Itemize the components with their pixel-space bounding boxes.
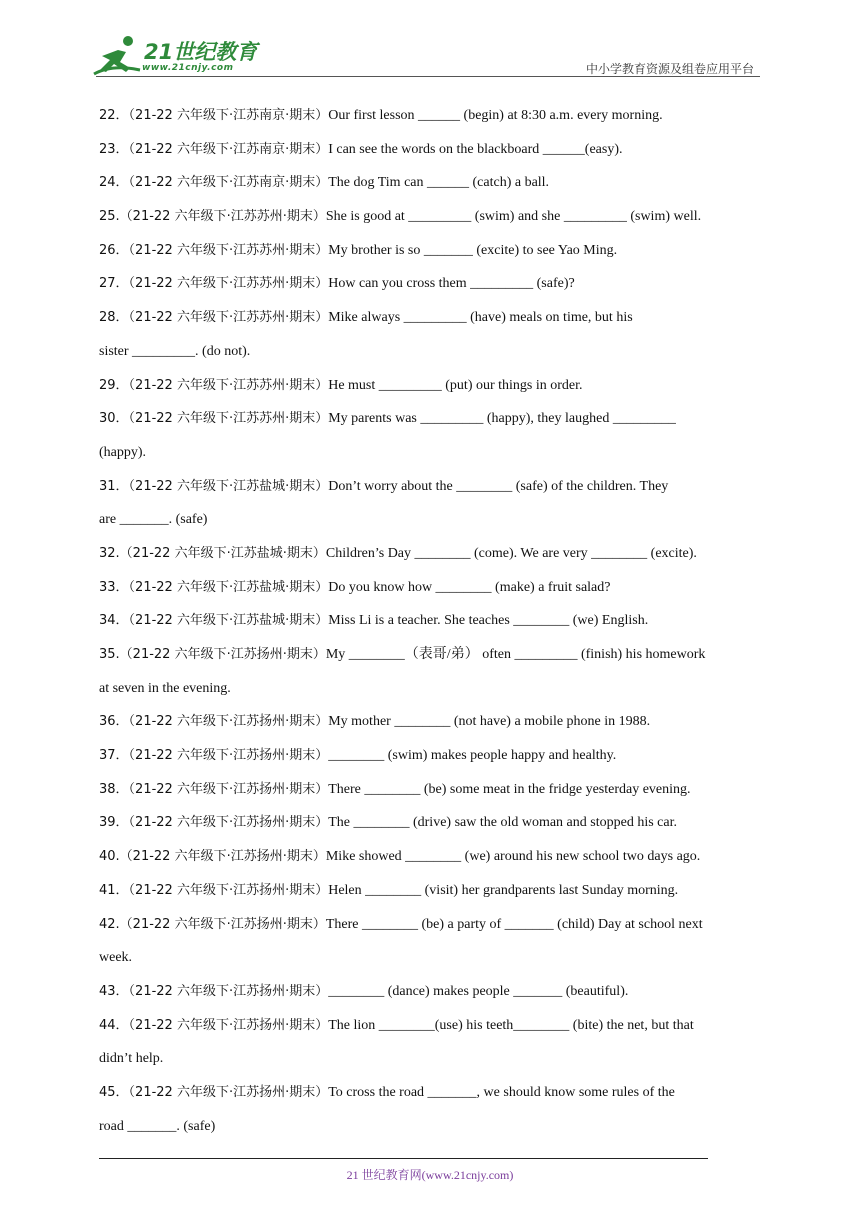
question-line — [99, 574, 762, 608]
question-text: My mother ________ (not have) a mobile phone in 1988. — [328, 714, 651, 730]
question-source: 35.（21-22 六年级下·江苏扬州·期末） — [99, 647, 326, 662]
question-line — [99, 978, 762, 1012]
question-text: My brother is so _______ (excite) to see Yao Ming. — [328, 242, 618, 258]
question-text: road _______. (safe) — [99, 1118, 216, 1134]
question-line — [99, 877, 762, 911]
question-line — [99, 372, 762, 406]
question-line — [99, 607, 762, 641]
question-list — [99, 102, 762, 1146]
question-line — [99, 641, 762, 675]
question-line — [99, 473, 762, 507]
question-continuation-line — [99, 506, 762, 540]
question-text: My ________（表哥/弟） often _________ (finish) his homework — [325, 647, 706, 662]
question-text: didn’t help. — [99, 1051, 164, 1067]
question-text: Do you know how ________ (make) a fruit salad? — [328, 579, 611, 595]
question-source: 42.（21-22 六年级下·江苏扬州·期末） — [99, 916, 326, 932]
question-line — [99, 169, 762, 203]
question-line — [99, 237, 762, 271]
question-text: Miss Li is a teacher. She teaches ________ (we) English. — [328, 613, 649, 629]
question-source: 27．（21-22 六年级下·江苏苏州·期末） — [99, 276, 329, 292]
question-line — [99, 843, 762, 877]
question-text: How can you cross them _________ (safe)? — [328, 276, 575, 292]
question-line — [99, 540, 762, 574]
question-source: 28．（21-22 六年级下·江苏苏州·期末） — [99, 310, 329, 326]
footer-divider — [99, 1158, 708, 1159]
question-source: 30．（21-22 六年级下·江苏苏州·期末） — [99, 411, 329, 427]
question-line — [99, 203, 762, 237]
question-text: Our first lesson ______ (begin) at 8:30 a.m. every morning. — [328, 108, 663, 123]
question-text: Mike showed ________ (we) around his new school two days ago. — [325, 849, 701, 865]
question-line — [99, 102, 762, 136]
question-line — [99, 136, 762, 170]
question-text: Children’s Day ________ (come). We are very ________ (excite). — [325, 545, 697, 561]
question-line — [99, 776, 762, 810]
question-line — [99, 304, 762, 338]
question-text: He must _________ (put) our things in order. — [328, 377, 583, 393]
header-divider — [96, 76, 760, 77]
question-continuation-line — [99, 338, 762, 372]
question-line — [99, 708, 762, 742]
question-source: 32.（21-22 六年级下·江苏盐城·期末） — [99, 545, 326, 561]
question-source: 24．（21-22 六年级下·江苏南京·期末） — [99, 175, 329, 191]
question-text: There ________ (be) some meat in the fridge yesterday evening. — [328, 781, 691, 797]
question-text: week. — [99, 950, 133, 966]
question-text: (happy). — [99, 444, 147, 460]
question-source: 22．（21-22 六年级下·江苏南京·期末） — [99, 108, 329, 123]
question-line — [99, 742, 762, 776]
question-text: at seven in the evening. — [99, 680, 231, 696]
question-source: 36．（21-22 六年级下·江苏扬州·期末） — [99, 714, 329, 730]
question-text: are _______. (safe) — [99, 512, 208, 528]
question-source: 25.（21-22 六年级下·江苏苏州·期末） — [99, 209, 326, 225]
question-source: 31．（21-22 六年级下·江苏盐城·期末） — [99, 478, 329, 494]
question-source: 41．（21-22 六年级下·江苏扬州·期末） — [99, 882, 329, 898]
question-source: 44．（21-22 六年级下·江苏扬州·期末） — [99, 1017, 329, 1033]
question-text: The ________ (drive) saw the old woman and stopped his car. — [328, 815, 677, 831]
question-continuation-line — [99, 1113, 762, 1147]
footer-link[interactable]: 21 世纪教育网(www.21cnjy.com) — [346, 1168, 514, 1182]
question-source: 45．（21-22 六年级下·江苏扬州·期末） — [99, 1084, 329, 1100]
question-source: 23．（21-22 六年级下·江苏南京·期末） — [99, 141, 329, 157]
runner-logo-icon — [92, 34, 144, 78]
question-text: To cross the road _______, we should know some rules of the — [328, 1084, 675, 1100]
question-continuation-line — [99, 1045, 762, 1079]
brand-logo[interactable] — [92, 34, 262, 78]
platform-name: 中小学教育资源及组卷应用平台 — [585, 62, 754, 76]
question-source: 38．（21-22 六年级下·江苏扬州·期末） — [99, 781, 329, 797]
question-text: Mike always _________ (have) meals on time, but his — [328, 310, 633, 326]
question-text: My parents was _________ (happy), they laughed _________ — [328, 411, 676, 427]
question-source: 26．（21-22 六年级下·江苏苏州·期末） — [99, 242, 329, 258]
question-source: 34．（21-22 六年级下·江苏盐城·期末） — [99, 613, 329, 629]
question-text: She is good at _________ (swim) and she _________ (swim) well. — [325, 209, 702, 225]
question-text: The lion ________(use) his teeth________ (bite) the net, but that — [328, 1017, 694, 1033]
question-source: 33．（21-22 六年级下·江苏盐城·期末） — [99, 579, 329, 595]
question-text: ________ (swim) makes people happy and healthy. — [328, 748, 617, 764]
question-text: Don’t worry about the ________ (safe) of the children. They — [328, 478, 669, 494]
question-source: 29．（21-22 六年级下·江苏苏州·期末） — [99, 377, 329, 393]
question-line — [99, 911, 762, 945]
question-line — [99, 405, 762, 439]
question-line — [99, 1012, 762, 1046]
page-header — [0, 0, 860, 80]
question-continuation-line — [99, 675, 762, 709]
question-continuation-line — [99, 439, 762, 473]
question-text: ________ (dance) makes people _______ (beautiful). — [328, 983, 629, 999]
question-source: 39．（21-22 六年级下·江苏扬州·期末） — [99, 815, 329, 831]
question-source: 37．（21-22 六年级下·江苏扬州·期末） — [99, 748, 329, 764]
question-text: Helen ________ (visit) her grandparents last Sunday morning. — [328, 882, 679, 898]
question-text: sister _________. (do not). — [99, 343, 251, 359]
question-continuation-line — [99, 944, 762, 978]
question-text: I can see the words on the blackboard ______(easy). — [328, 141, 623, 157]
question-source: 40.（21-22 六年级下·江苏扬州·期末） — [99, 849, 326, 865]
question-line — [99, 270, 762, 304]
logo-title: 21世纪教育 — [144, 40, 258, 64]
question-line — [99, 1079, 762, 1113]
question-source: 43．（21-22 六年级下·江苏扬州·期末） — [99, 983, 329, 999]
question-text: There ________ (be) a party of _______ (child) Day at school next — [325, 916, 703, 932]
logo-url: www.21cnjy.com — [142, 63, 234, 73]
question-text: The dog Tim can ______ (catch) a ball. — [328, 175, 550, 191]
question-line — [99, 809, 762, 843]
